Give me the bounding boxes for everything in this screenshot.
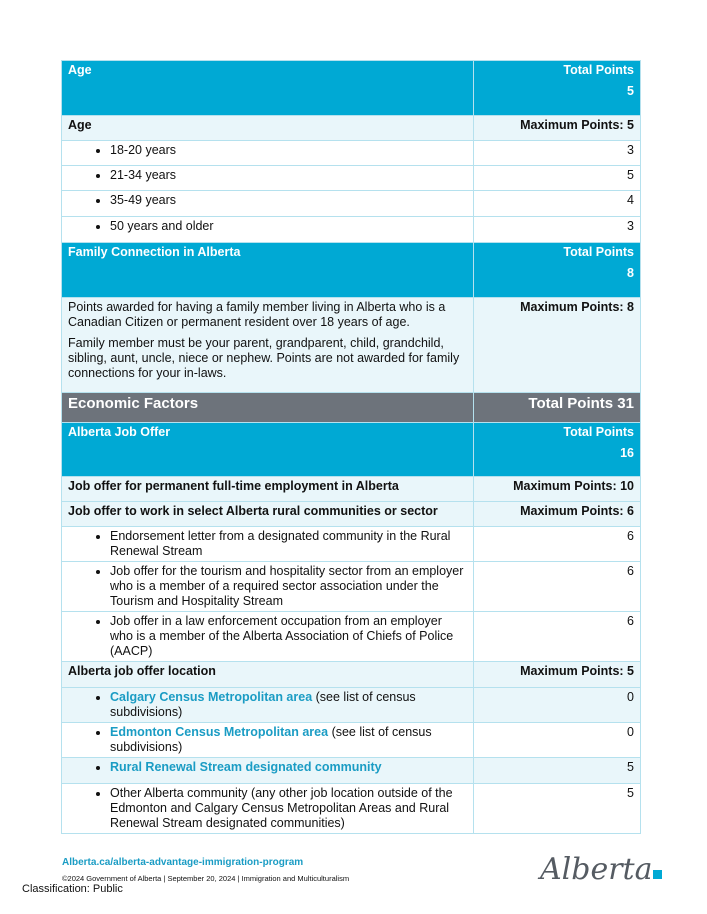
loc-item-text: • Other Alberta community (any other job location outside of the Edmonton and Calgary Census Metropolitan Areas and Rural Renewal Stream designated communities) bbox=[110, 786, 467, 831]
points-value: 0 bbox=[474, 723, 641, 758]
select-item: • Job offer in a law enforcement occupation from an employer who is a member of the Alberta Association of Chiefs of Police (AACP) bbox=[110, 614, 467, 659]
age-header-row bbox=[62, 61, 641, 116]
age-sub-label: Age bbox=[62, 116, 474, 141]
table-row bbox=[62, 502, 641, 527]
family-max: Maximum Points: 8 bbox=[474, 298, 641, 393]
table-row bbox=[62, 662, 641, 688]
edmonton-cma-link[interactable]: Edmonton Census Metropolitan area bbox=[110, 725, 329, 739]
total-points-label: Total Points bbox=[563, 425, 634, 439]
job-select: Job offer to work in select Alberta rural communities or sector bbox=[62, 502, 474, 527]
alberta-logo: Alberta bbox=[540, 852, 662, 887]
job-permanent-max: Maximum Points: 10 bbox=[474, 477, 641, 502]
points-value: 3 bbox=[474, 217, 641, 243]
family-title: Family Connection in Alberta bbox=[62, 243, 474, 298]
footer-program-link[interactable]: Alberta.ca/alberta-advantage-immigration-program bbox=[62, 857, 304, 868]
age-max-row bbox=[62, 116, 641, 141]
table-row bbox=[62, 477, 641, 502]
table-row bbox=[62, 191, 641, 217]
job-header-row bbox=[62, 423, 641, 477]
points-value: 6 bbox=[474, 612, 641, 662]
table-row bbox=[62, 527, 641, 562]
table-row bbox=[62, 758, 641, 784]
job-select-max: Maximum Points: 6 bbox=[474, 502, 641, 527]
total-points-label: Total Points bbox=[563, 63, 634, 77]
select-item: • Job offer for the tourism and hospitality sector from an employer who is a member of a required sector association under the Tourism and Hospitality Stream bbox=[110, 564, 467, 609]
job-total: 16 bbox=[620, 446, 634, 460]
points-value: 4 bbox=[474, 191, 641, 217]
table-row bbox=[62, 562, 641, 612]
age-item: • 21-34 years bbox=[110, 168, 467, 183]
family-desc-1: Points awarded for having a family member living in Alberta who is a Canadian Citizen or permanent resident over 18 years of age. bbox=[68, 300, 446, 329]
total-points-label: Total Points bbox=[563, 245, 634, 259]
age-title: Age bbox=[62, 61, 474, 116]
job-location-max: Maximum Points: 5 bbox=[474, 662, 641, 688]
table-row bbox=[62, 217, 641, 243]
footer-meta: ©2024 Government of Alberta | September 20, 2024 | Immigration and Multiculturalism bbox=[62, 874, 350, 883]
age-item: • 50 years and older bbox=[110, 219, 467, 234]
job-title: Alberta Job Offer bbox=[62, 423, 474, 477]
loc-item-text: (see list of census subdivisions) bbox=[110, 725, 432, 754]
age-item: • 18-20 years bbox=[110, 143, 467, 158]
calgary-cma-link[interactable]: Calgary Census Metropolitan area bbox=[110, 690, 313, 704]
points-value: 5 bbox=[474, 784, 641, 834]
points-value: 6 bbox=[474, 562, 641, 612]
points-value: 5 bbox=[474, 166, 641, 191]
table-row bbox=[62, 784, 641, 834]
family-desc-2: Family member must be your parent, grandparent, child, grandchild, sibling, aunt, uncle, niece or nephew. Points are not awarded for family connections for your in-laws. bbox=[68, 336, 460, 380]
economic-title: Economic Factors bbox=[62, 393, 474, 423]
age-max: Maximum Points: 5 bbox=[474, 116, 641, 141]
economic-factors-row bbox=[62, 393, 641, 423]
select-item: • Endorsement letter from a designated community in the Rural Renewal Stream bbox=[110, 529, 467, 559]
table-row bbox=[62, 166, 641, 191]
table-row bbox=[62, 688, 641, 723]
points-value: 6 bbox=[474, 527, 641, 562]
table-row bbox=[62, 723, 641, 758]
points-value: 5 bbox=[474, 758, 641, 784]
age-item: • 35-49 years bbox=[110, 193, 467, 208]
family-header-row bbox=[62, 243, 641, 298]
table-row bbox=[62, 141, 641, 166]
rural-renewal-link[interactable]: Rural Renewal Stream designated community bbox=[110, 760, 382, 774]
points-value: 0 bbox=[474, 688, 641, 723]
family-total: 8 bbox=[627, 266, 634, 280]
points-table bbox=[61, 60, 641, 834]
points-value: 3 bbox=[474, 141, 641, 166]
job-location: Alberta job offer location bbox=[62, 662, 474, 688]
economic-total: Total Points 31 bbox=[474, 393, 641, 423]
job-permanent: Job offer for permanent full-time employment in Alberta bbox=[62, 477, 474, 502]
age-total: 5 bbox=[627, 84, 634, 98]
family-desc-row bbox=[62, 298, 641, 393]
classification-label: Classification: Public bbox=[22, 883, 123, 895]
loc-item-text: (see list of census subdivisions) bbox=[110, 690, 416, 719]
table-row bbox=[62, 612, 641, 662]
